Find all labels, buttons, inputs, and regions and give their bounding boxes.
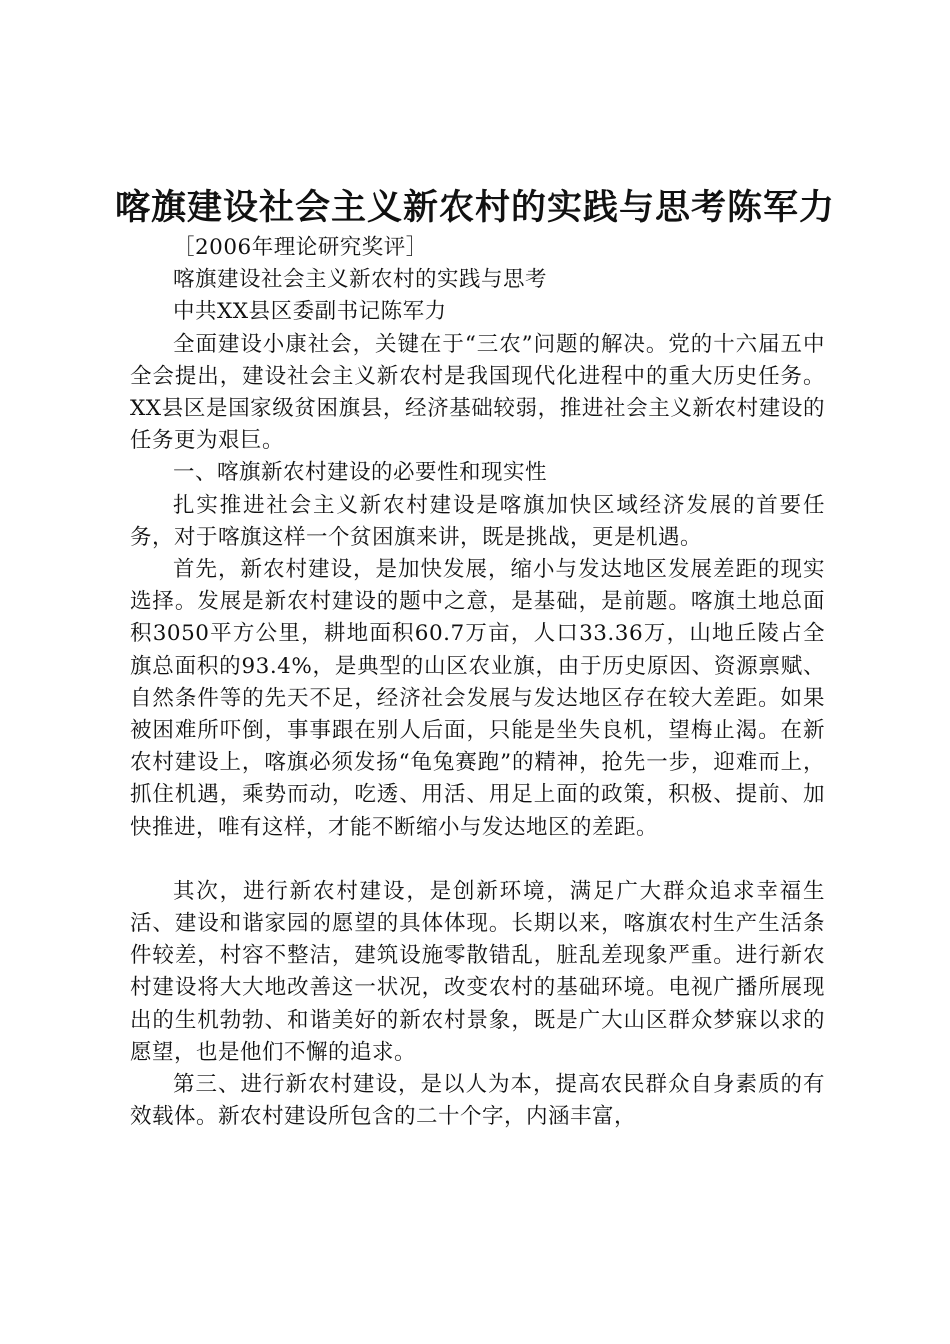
- paragraph-intro: 全面建设小康社会，关键在于“三农”问题的解决。党的十六届五中全会提出，建设社会主义新农村是我国现代化进程中的重大历史任务。XX县区是国家级贫困旗县，经济基础较弱，推进社会主义新农村建设的任务更为艰巨。: [130, 331, 825, 454]
- paragraph-2: 首先，新农村建设，是加快发展，缩小与发达地区发展差距的现实选择。发展是新农村建设的题中之意，是基础，是前题。喀旗土地总面积3050平方公里，耕地面积60.7万亩，人口33.36万，山地丘陵占全旗总面积的93.4%，是典型的山区农业旗，由于历史原因、资源禀赋、自然条件等的先天不足，经济社会发展与发达地区存在较大差距。如果被困难所吓倒，事事跟在别人后面，只能是坐失良机，望梅止渴。在新农村建设上，喀旗必须发扬“龟兔赛跑”的精神，抢先一步，迎难而上，抓住机遇，乘势而动，吃透、用活、用足上面的政策，积极、提前、加快推进，唯有这样，才能不断缩小与发达地区的差距。: [130, 557, 825, 840]
- subtitle-line: 喀旗建设社会主义新农村的实践与思考: [173, 267, 548, 293]
- section-heading-1: 一、喀旗新农村建设的必要性和现实性: [173, 460, 548, 486]
- award-line: ［2006年理论研究奖评］: [173, 235, 428, 260]
- paragraph-3: 其次，进行新农村建设，是创新环境，满足广大群众追求幸福生活、建设和谐家园的愿望的具体体现。长期以来，喀旗农村生产生活条件较差，村容不整洁，建筑设施零散错乱，脏乱差现象严重。进行新农村建设将大大地改善这一状况，改变农村的基础环境。电视广播所展现出的生机勃勃、和谐美好的新农村景象，既是广大山区群众梦寐以求的愿望，也是他们不懈的追求。: [130, 878, 825, 1065]
- document-body: [130, 232, 825, 1133]
- author-line: 中共XX县区委副书记陈军力: [173, 299, 447, 325]
- paragraph-1: 扎实推进社会主义新农村建设是喀旗加快区域经济发展的首要任务，对于喀旗这样一个贫困旗来讲，既是挑战，更是机遇。: [130, 492, 825, 550]
- document-title: 喀旗建设社会主义新农村的实践与思考陈军力: [114, 188, 835, 228]
- paragraph-4: 第三、进行新农村建设，是以人为本，提高农民群众自身素质的有效载体。新农村建设所包含的二十个字，内涵丰富，: [130, 1072, 825, 1130]
